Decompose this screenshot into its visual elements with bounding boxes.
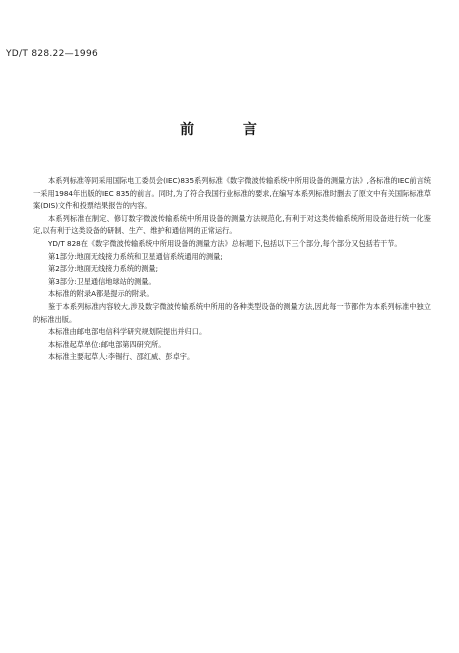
standard-code: YD/T 828.22—1996 <box>6 49 99 59</box>
paragraph: 鉴于本系列标准内容较大,涉及数字微波传输系统中所用的各种类型设备的测量方法,因此每一节都作为本系列标准中独立的标准出版。 <box>33 301 431 324</box>
paragraph: 本系列标准在制定、修订数字微波传输系统中所用设备的测量方法规范化,有利于对这类传输系统所用设备进行统一化鉴定,以有利于这类设备的研制、生产、维护和通信网的正常运行。 <box>33 213 431 236</box>
part-list-item: 第1部分:地面无线接力系统和卫星通信系统通用的测量; <box>48 251 223 261</box>
credit-line: 本标准由邮电部电信科学研究规划院提出并归口。 <box>48 327 207 337</box>
part-list-item: 第3部分:卫星通信地球站的测量。 <box>48 276 156 286</box>
paragraph: YD/T 828在《数字微波传输系统中所用设备的测量方法》总标题下,包括以下三个部分,每个部分又包括若干节。 <box>48 238 402 248</box>
paragraph: 本系列标准等同采用国际电工委员会(IEC)835系列标准《数字微波传输系统中所用设备的测量方法》,各标准的IEC前言统一采用1984年出版的IEC 835的前言。同时,为了符合我国行业标准的要求,在编写本系列标准时删去了原文中有关国际标准草案(DIS)文件和投票结果报告的内容。 <box>33 176 431 211</box>
appendix-note: 本标准的附录A都是提示的附录。 <box>48 289 154 299</box>
document-body <box>33 175 431 364</box>
credit-line: 本标准起草单位:邮电部第四研究所。 <box>48 339 166 349</box>
page-title: 前 言 <box>180 122 279 138</box>
credit-line: 本标准主要起草人:李锡行、邵红威、彭卓宇。 <box>48 352 195 362</box>
part-list-item: 第2部分:地面无线接力系统的测量; <box>48 264 159 274</box>
